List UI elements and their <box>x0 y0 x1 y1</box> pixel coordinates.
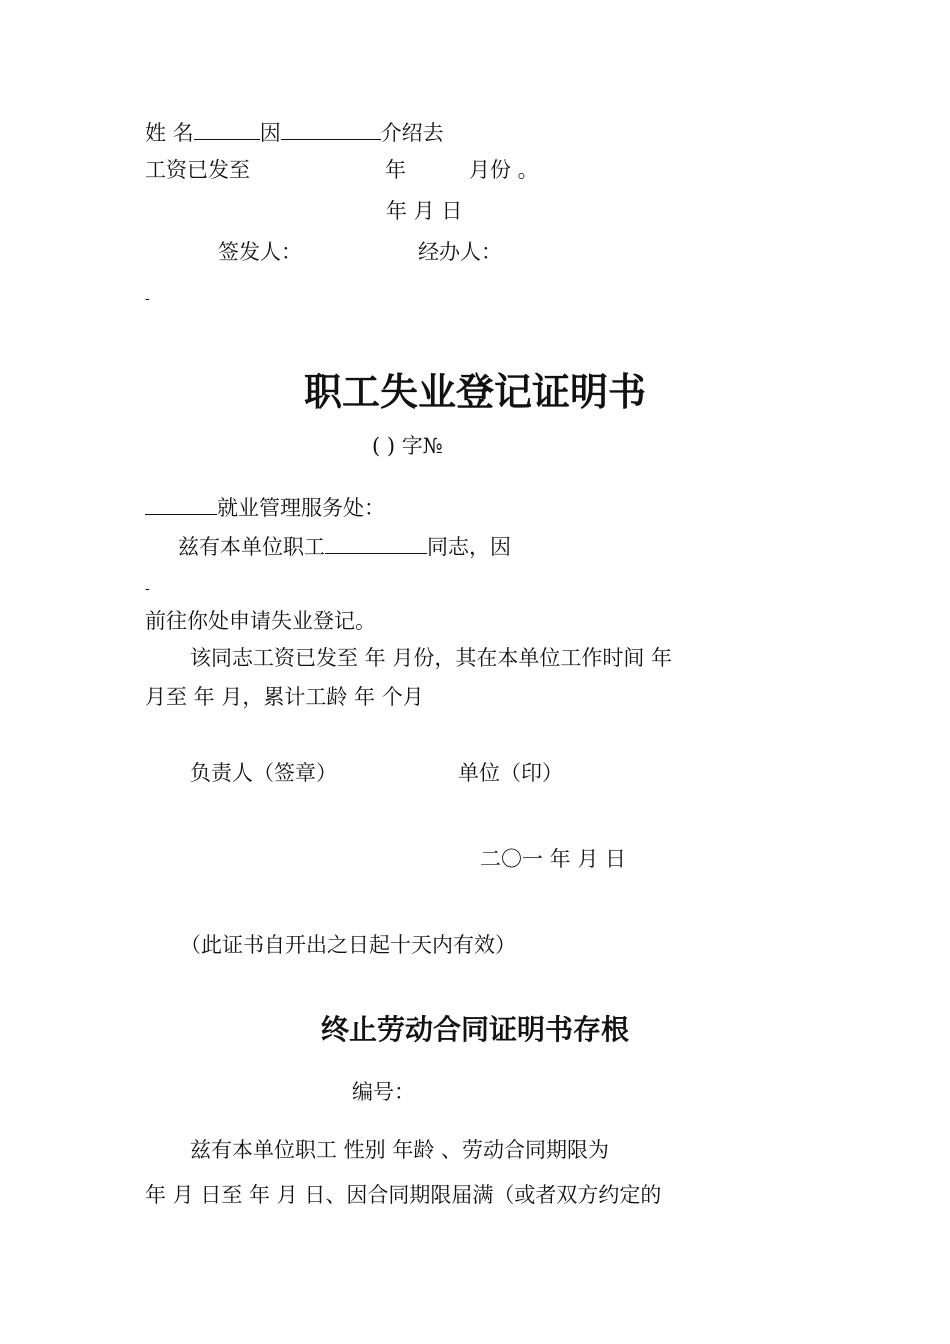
signer-label: 签发人： <box>218 240 302 264</box>
employee-suffix: 同志，因 <box>427 535 511 559</box>
employee-line <box>178 533 511 558</box>
separator-dash: - <box>145 291 150 307</box>
form-date-line: 二〇一 年 月 日 <box>480 847 627 871</box>
form-title: 职工失业登记证明书 <box>303 369 646 414</box>
employee-prefix: 兹有本单位职工 <box>178 535 325 559</box>
apply-line: 前往你处申请失业登记。 <box>145 609 376 633</box>
wages-month: 月份 。 <box>469 158 539 182</box>
office-line <box>145 494 385 519</box>
seniority-line: 月至 年 月，累计工龄 年 个月 <box>145 685 424 709</box>
because-label: 因 <box>259 121 281 145</box>
stub-paragraph-line-1: 兹有本单位职工 性别 年龄 、劳动合同期限为 <box>190 1138 610 1162</box>
stub-number-label: 编号： <box>352 1080 415 1104</box>
intro-label: 介绍去 <box>380 121 444 145</box>
separator-dash-2: - <box>145 581 150 597</box>
wages-work-line: 该同志工资已发至 年 月份，其在本单位工作时间 年 <box>190 646 673 670</box>
employee-blank <box>325 533 427 554</box>
handler-label: 经办人： <box>418 240 502 264</box>
reason-blank <box>281 119 381 140</box>
number-line: ( ) 字№ <box>372 434 443 458</box>
office-suffix: 就业管理服务处： <box>217 496 385 520</box>
date-line-1: 年 月 日 <box>386 199 463 223</box>
validity-note: （此证书自开出之日起十天内有效） <box>180 933 516 957</box>
office-blank <box>145 494 217 515</box>
name-blank <box>194 119 260 140</box>
name-line <box>145 119 444 144</box>
stub-paragraph-line-2: 年 月 日至 年 月 日、因合同期限届满（或者双方约定的 <box>145 1183 662 1207</box>
wages-year: 年 <box>385 158 406 182</box>
stub-title: 终止劳动合同证明书存根 <box>320 1013 629 1046</box>
name-label: 姓 名 <box>145 121 194 145</box>
wages-label: 工资已发至 <box>145 158 250 182</box>
unit-seal-label: 单位（印） <box>458 761 563 785</box>
responsible-label: 负责人（签章） <box>190 761 337 785</box>
